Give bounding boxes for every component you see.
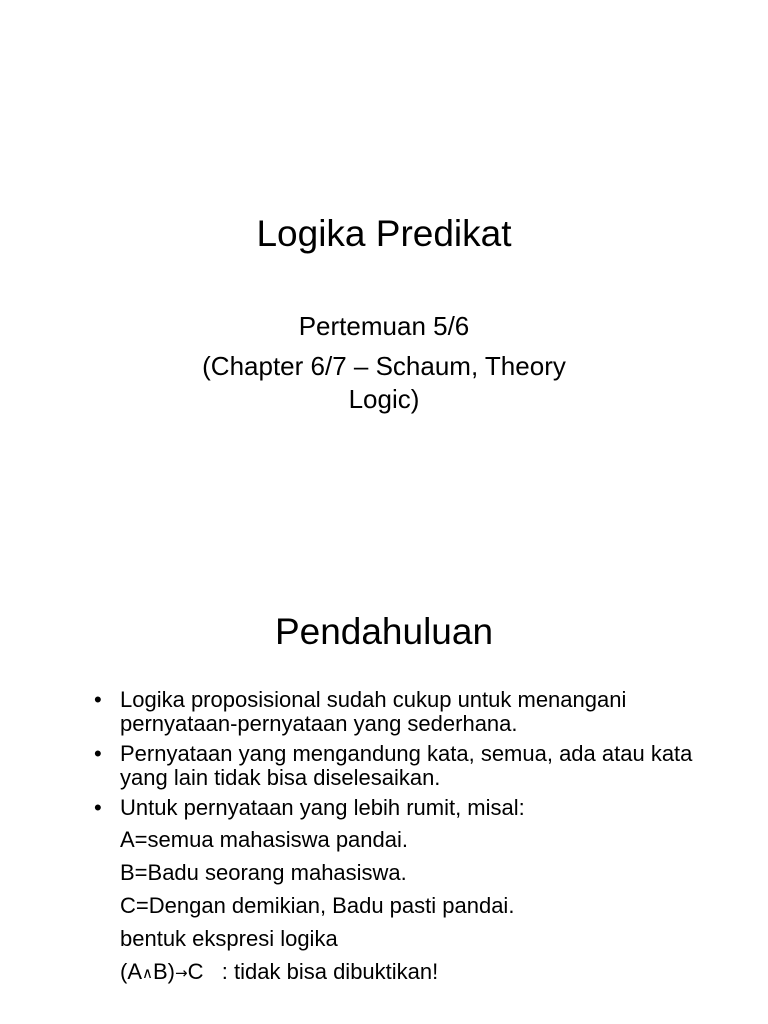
bullet-list	[92, 688, 712, 986]
formula-note: : tidak bisa dibuktikan!	[203, 959, 439, 984]
list-item	[92, 796, 712, 820]
list-item-text: Untuk pernyataan yang lebih rumit, misal:	[120, 795, 525, 820]
slide-introduction-heading: Pendahuluan	[274, 611, 494, 652]
bullet-icon: •	[94, 795, 102, 820]
formula-b: B)	[152, 959, 175, 984]
list-item	[92, 742, 712, 790]
bullet-icon: •	[94, 741, 102, 766]
implies-arrow-icon: →	[174, 964, 188, 982]
subtitle-chapter-line1: (Chapter 6/7 – Schaum, Theory	[202, 351, 566, 381]
example-line: B=Badu seorang mahasiswa.	[120, 860, 407, 885]
list-item	[92, 688, 712, 736]
slide-title-heading: Logika Predikat	[256, 213, 512, 254]
example-line: C=Dengan demikian, Badu pasti pandai.	[120, 893, 515, 918]
subtitle-chapter-line2: Logic)	[348, 384, 420, 414]
example-line: A=semua mahasiswa pandai.	[120, 827, 408, 852]
list-item-text: Logika proposisional sudah cukup untuk menangani pernyataan-pernyataan yang sederhana.	[120, 687, 627, 736]
slide-subtitle	[84, 310, 684, 423]
subtitle-meeting: Pertemuan 5/6	[298, 311, 470, 341]
example-line: bentuk ekspresi logika	[120, 926, 338, 951]
bullet-icon: •	[94, 687, 102, 712]
formula-open: (A	[120, 959, 142, 984]
list-item-text: Pernyataan yang mengandung kata, semua, ada atau kata yang lain tidak bisa diselesaikan.	[120, 741, 693, 790]
formula-line	[92, 959, 712, 986]
logical-and-symbol: ∧	[142, 964, 153, 982]
formula-c: C	[187, 959, 204, 984]
slide-introduction	[0, 512, 768, 1024]
